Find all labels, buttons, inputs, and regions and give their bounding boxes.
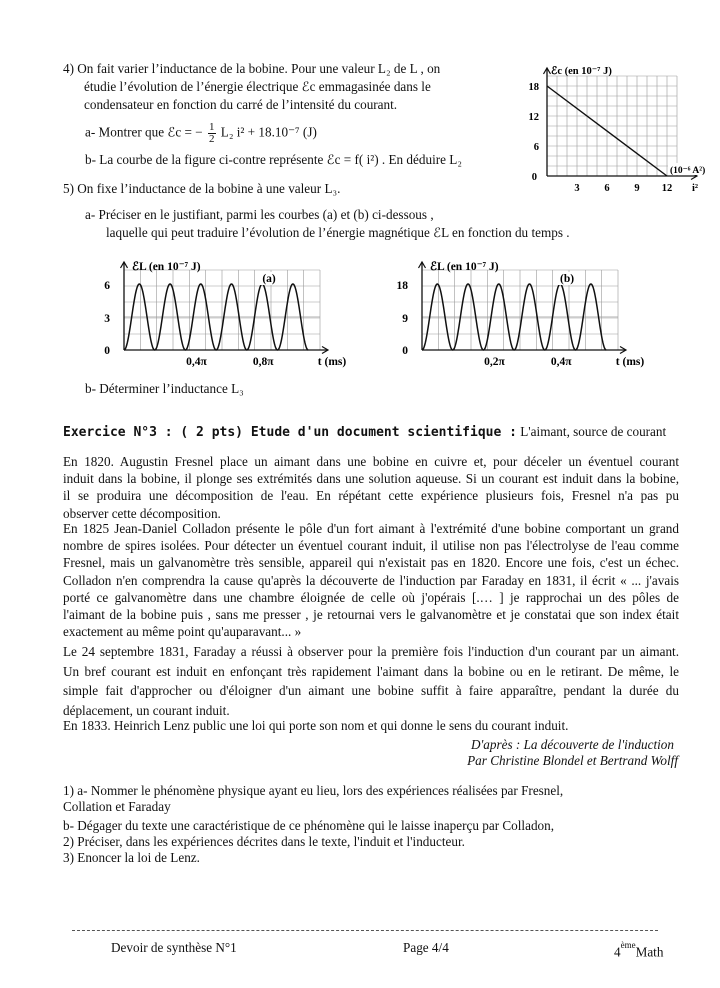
source-line-1: D'après : La découverte de l'induction	[470, 737, 674, 752]
ex3-paragraph-2	[63, 520, 679, 640]
q4-intro-line-1: 4) On fait varier l’inductance de la bobine. Pour une valeur L₂ de L , on	[63, 61, 441, 76]
q4-a	[85, 122, 317, 145]
ex3-paragraph-4: En 1833. Heinrich Lenz public une loi qui porte son nom et qui donne le sens du courant induit.	[63, 718, 569, 733]
q4-b: b- La courbe de la figure ci-contre représente ℰc = f( i²) . En déduire L₂	[85, 152, 462, 167]
p2-line: exactement au même point qu'auparavant... »	[63, 624, 302, 640]
p2-line: l'aimant de la bobine puis , sans me presser , je retournai vers le galvanomètre et je constatai que son index était	[63, 607, 679, 623]
y-axis-label: ℰL (en 10⁻⁷ J)	[132, 261, 201, 273]
x-axis-label: t (ms)	[615, 356, 645, 368]
x-tick-label: 6	[604, 183, 610, 194]
y-tick-label: 9	[402, 312, 408, 325]
y-tick-label: 6	[533, 142, 539, 153]
footer-right	[614, 940, 663, 960]
q5-b: b- Déterminer l’inductance L₃	[85, 381, 244, 396]
origin-label: 0	[531, 172, 537, 183]
p1-line: il se produira une décomposition de l'eau. En répétant cette expérience plusieurs fois, Fresnel n'a pas pu	[63, 488, 679, 504]
p2-line: nombre de spires isolées. Pour détecter un éventuel courant induit, il utilise non pas l'électrolyse de l'eau comme	[63, 538, 679, 554]
x-tick-label: 3	[574, 183, 580, 194]
y-tick-label: 18	[528, 82, 539, 93]
footer-left: Devoir de synthèse N°1	[111, 940, 237, 955]
chart-b	[388, 252, 648, 372]
chart-a	[90, 252, 350, 372]
footer-right-num: 4	[614, 944, 621, 960]
y-tick-label: 3	[104, 312, 110, 325]
question-1b: b- Dégager du texte une caractéristique de ce phénomène qui le laisse inaperçu par Colladon,	[63, 818, 555, 833]
q4-a-prefix: a- Montrer que ℰc = −	[85, 124, 203, 140]
p3-line: Le 24 septembre 1831, Faraday a réussi à observer pour la première fois l'induction d'un courant par un aimant.	[63, 644, 679, 659]
ex3-heading: Exercice N°3 : ( 2 pts) Etude d'un document scientifique :	[63, 425, 517, 440]
q5-intro: 5) On fixe l’inductance de la bobine à une valeur L₃.	[63, 181, 341, 196]
q4-intro-line-2: étudie l’évolution de l’énergie électrique ℰc emmagasinée dans le	[84, 79, 431, 94]
footer-center: Page 4/4	[403, 940, 449, 955]
source-line-2: Par Christine Blondel et Bertrand Wolff	[467, 753, 678, 768]
footer-right-sup: ème	[620, 940, 636, 950]
curve-label: (a)	[262, 273, 276, 285]
p3-line: déplacement, un courant induit.	[63, 702, 230, 718]
x-tick-label: 0,4π	[550, 356, 572, 368]
ex3-subtitle: L'aimant, source de courant	[520, 424, 667, 439]
y-tick-label: 18	[396, 280, 408, 292]
p2-line: Fresnel, mais un galvanomètre très sensible, appareil qui n'existait pas en 1820. Encore une fois, c'est un échec.	[63, 555, 679, 571]
p3-line: Un bref courant est induit en enfonçant très rapidement l'aimant dans la bobine ou en le retirant. De même, le	[63, 663, 679, 679]
question-1a: 1) a- Nommer le phénomène physique ayant eu lieu, lors des expériences réalisées par Fresnel,	[63, 783, 564, 798]
footer-divider	[72, 930, 658, 931]
origin-label: 0	[104, 345, 110, 357]
q5-a-line-1: a- Préciser en le justifiant, parmi les courbes (a) et (b) ci-dessous ,	[85, 207, 434, 222]
q4-a-frac-den: 2	[209, 133, 215, 145]
x-axis-label: t (ms)	[317, 356, 347, 368]
chart-ec	[525, 60, 705, 195]
q4-intro-line-3: condensateur en fonction du carré de l’intensité du courant.	[84, 97, 398, 112]
y-tick-label: 6	[104, 280, 110, 292]
p1-line: induit dans la bobine, il plonge ses extrémités dans une solution aqueuse. Si un courant est induit dans la bobine,	[63, 471, 679, 487]
p3-line: simple fait d'approcher ou d'éloigner d'un aimant une bobine suffit à faire apparaître, pendant la durée du	[63, 683, 679, 698]
y-tick-label: 12	[528, 112, 539, 123]
p1-line: En 1820. Augustin Fresnel place un aimant dans une bobine en cuivre et, pour déceler un éventuel courant	[63, 454, 679, 469]
x-unit-label: (10⁻⁶ A²)	[670, 166, 705, 176]
footer-right-text: Math	[635, 944, 664, 960]
curve-label: (b)	[560, 273, 575, 285]
x-tick-label: 9	[634, 183, 640, 194]
p1-line: observer cette décomposition.	[63, 505, 221, 521]
x-tick-label: 0,2π	[484, 356, 505, 368]
q5-a-line-2: laquelle qui peut traduire l’évolution de l’énergie magnétique ℰL en fonction du temps .	[106, 225, 570, 240]
y-axis-label: ℰL (en 10⁻⁷ J)	[430, 261, 499, 273]
p2-line: Colladon n'en comprendra la cause qu'après la découverte de l'induction par Faraday en 1831, il écrit « ... j'avais	[63, 572, 679, 588]
ex3-paragraph-3	[63, 642, 679, 720]
ex3-heading-line	[63, 424, 666, 441]
question-2: 2) Préciser, dans les expériences décrites dans le texte, l'induit et l'inducteur.	[63, 834, 465, 849]
p2-line: En 1825 Jean-Daniel Colladon présente le pôle d'un fort aimant à l'extrémité d'une bobine comportant un grand	[63, 521, 679, 536]
y-axis-label: ℰc (en 10⁻⁷ J)	[551, 66, 612, 77]
x-tick-label: 0,4π	[186, 356, 207, 368]
question-1a-cont: Collation et Faraday	[63, 799, 171, 814]
x-tick-label: 12	[661, 183, 673, 194]
q4-a-fraction	[208, 122, 216, 145]
question-3: 3) Enoncer la loi de Lenz.	[63, 850, 200, 865]
q4-a-suffix: L₂ i² + 18.10⁻⁷ (J)	[220, 124, 317, 140]
x-axis-label: i²	[691, 183, 699, 194]
x-tick-label: 0,8π	[252, 356, 274, 368]
origin-label: 0	[402, 345, 408, 357]
p2-line: porté ce galvanomètre dans une chambre éloignée de celle où j'opérais [.… ] je rapprochai un des pôles de	[63, 589, 679, 605]
ex3-paragraph-1	[63, 453, 679, 522]
q4-a-frac-num: 1	[209, 121, 215, 133]
